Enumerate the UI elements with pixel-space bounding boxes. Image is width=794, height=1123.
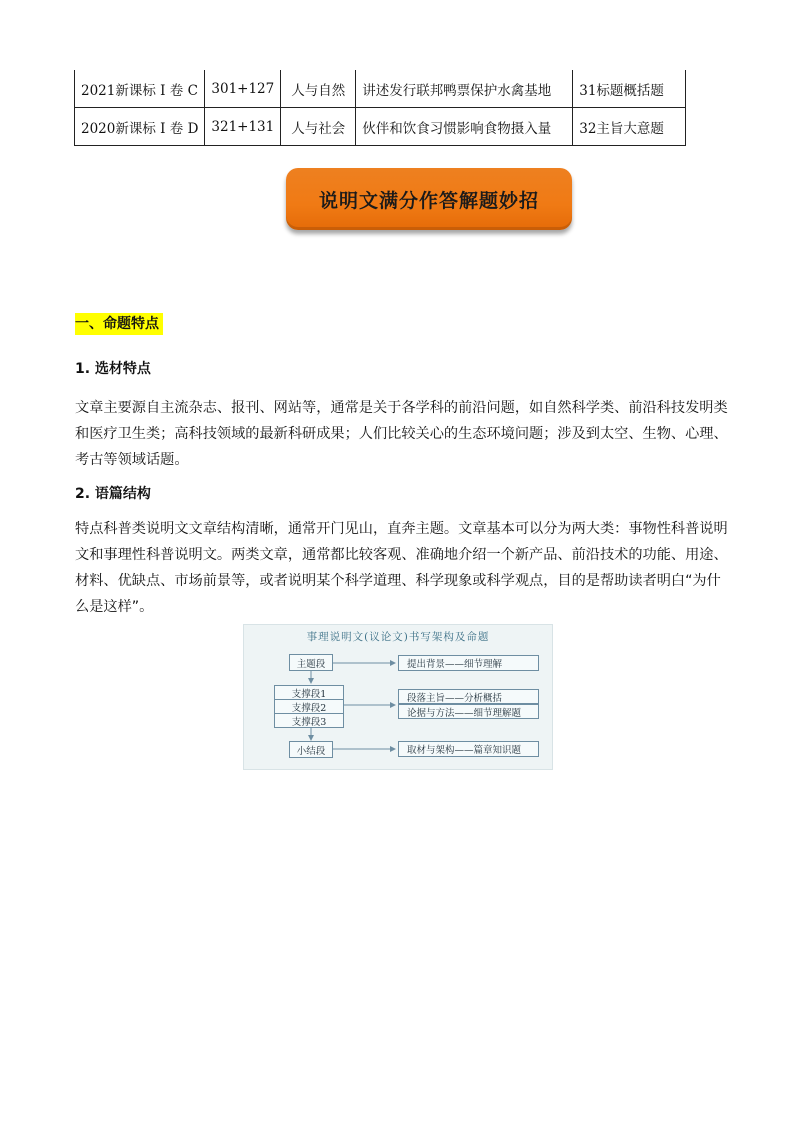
table-cell-exam: 2021新课标 I 卷 C [75, 70, 205, 108]
table-cell-question-type: 32主旨大意题 [573, 108, 686, 146]
diagram-box-support-3: 支撑段3 [274, 713, 344, 728]
structure-diagram [243, 624, 553, 770]
table-cell-question-type: 31标题概括题 [573, 70, 686, 108]
paragraph-structure [75, 516, 735, 620]
table-cell-theme: 人与自然 [281, 70, 356, 108]
subsection-heading-structure: 2. 语篇结构 [75, 486, 151, 502]
paragraph-line: 特点科普类说明文文章结构清晰，通常开门见山，直奔主题。文章基本可以分为两大类：事物性科普说明 [75, 521, 728, 537]
section-heading: 一、命题特点 [75, 313, 163, 335]
exam-reference-table [74, 70, 686, 146]
diagram-box-topic: 主题段 [289, 654, 333, 671]
paragraph-line: 文章主要源自主流杂志、报刊、网站等，通常是关于各学科的前沿问题，如自然科学类、前沿科技发明类 [75, 400, 728, 416]
paragraph-line: 和医疗卫生类；高科技领域的最新科研成果；人们比较关心的生态环境问题；涉及到太空、生物、心理、 [75, 426, 728, 442]
table-cell-topic: 伙伴和饮食习惯影响食物摄入量 [356, 108, 573, 146]
section-banner: 说明文满分作答解题妙招 [286, 168, 572, 230]
table-row [75, 108, 686, 146]
diagram-title: 事理说明文(议论文)书写架构及命题 [306, 631, 490, 643]
table-cell-topic: 讲述发行联邦鸭票保护水禽基地 [356, 70, 573, 108]
paragraph-line: 材料、优缺点、市场前景等，或者说明某个科学道理、科学现象或科学观点，目的是帮助读者明白“为什 [75, 573, 721, 589]
table-cell-wordcount: 301+127 [205, 70, 281, 108]
table-cell-wordcount: 321+131 [205, 108, 281, 146]
table-cell-theme: 人与社会 [281, 108, 356, 146]
table-row [75, 70, 686, 108]
paragraph-line: 文和事理性科普说明文。两类文章，通常都比较客观、准确地介绍一个新产品、前沿技术的功能、用途、 [75, 547, 728, 563]
paragraph-material [75, 395, 735, 473]
table-cell-exam: 2020新课标 I 卷 D [75, 108, 205, 146]
paragraph-line: 么是这样”。 [75, 599, 154, 615]
diagram-box-material: 取材与架构——篇章知识题 [398, 741, 539, 757]
diagram-box-support-2: 支撑段2 [274, 699, 344, 714]
diagram-box-main-idea: 段落主旨——分析概括 [398, 689, 539, 704]
subsection-heading-material: 1. 选材特点 [75, 361, 151, 377]
diagram-box-background: 提出背景——细节理解 [398, 655, 539, 671]
diagram-box-support-1: 支撑段1 [274, 685, 344, 700]
diagram-box-evidence: 论据与方法——细节理解题 [398, 704, 539, 719]
paragraph-line: 考古等领域话题。 [75, 452, 189, 468]
diagram-box-summary: 小结段 [289, 741, 333, 758]
